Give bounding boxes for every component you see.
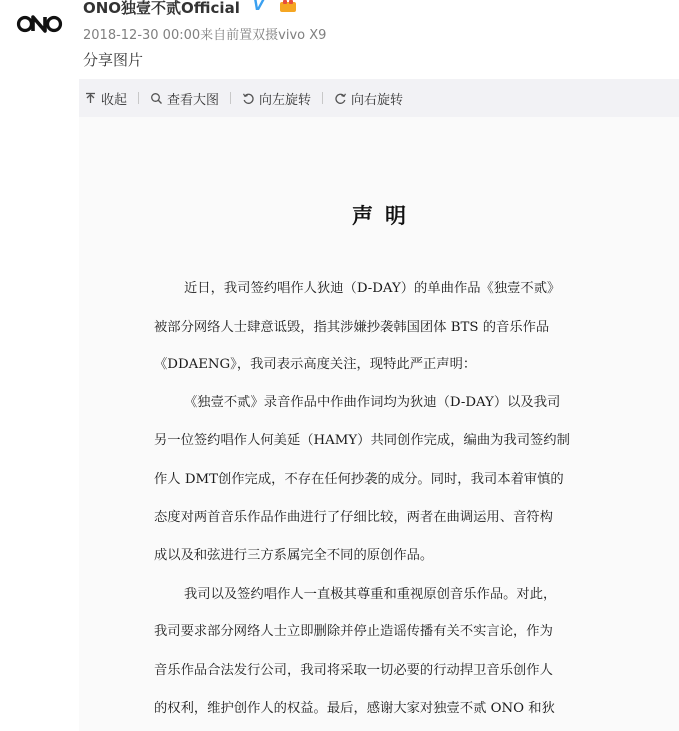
author-name[interactable]: ONO独壹不贰Official bbox=[83, 0, 240, 17]
rotate-right-icon bbox=[334, 92, 347, 105]
statement-line: 音乐作品合法发行公司，我司将采取一切必要的行动捍卫音乐创作人 bbox=[154, 663, 553, 678]
post-meta: 2018-12-30 00:00来自前置双摄vivo X9 bbox=[83, 28, 327, 43]
left-gutter bbox=[0, 79, 79, 731]
search-icon bbox=[150, 92, 163, 105]
collapse-label: 收起 bbox=[101, 92, 128, 108]
rotate-left-icon bbox=[242, 92, 255, 105]
rotate-right-button[interactable] bbox=[334, 89, 403, 108]
rotate-right-label: 向右旋转 bbox=[351, 92, 404, 108]
statement-line: 态度对两首音乐作品作曲进行了仔细比较，两者在曲调运用、音符构 bbox=[154, 510, 553, 525]
statement-line: 作人 DMT创作完成，不存在任何抄袭的成分。同时，我司本着审慎的 bbox=[154, 472, 564, 487]
toolbar-divider bbox=[230, 92, 231, 104]
ono-logo-icon bbox=[16, 4, 66, 44]
collapse-icon bbox=[84, 92, 97, 105]
toolbar-divider bbox=[138, 92, 139, 104]
statement-line: 《DDAENG》，我司表示高度关注，现特此严正声明： bbox=[154, 357, 477, 372]
statement-line: 成以及和弦进行三方系属完全不同的原创作品。 bbox=[154, 548, 434, 563]
statement-line: 被部分网络人士肆意诋毁，指其涉嫌抄袭韩国团体 BTS 的音乐作品 bbox=[154, 320, 550, 335]
statement-line: 《独壹不贰》录音作品中作曲作词均为狄迪（D-DAY）以及我司 bbox=[184, 395, 561, 410]
statement-line: 近日，我司签约唱作人狄迪（D-DAY）的单曲作品《独壹不贰》 bbox=[184, 281, 561, 296]
image-toolbar bbox=[79, 79, 679, 117]
rotate-left-label: 向左旋转 bbox=[259, 92, 312, 108]
collapse-button[interactable] bbox=[84, 89, 127, 108]
statement-title: 声明 bbox=[352, 203, 418, 228]
statement-line: 的权利，维护创作人的权益。最后，感谢大家对独壹不贰 ONO 和狄 bbox=[154, 701, 555, 716]
view-large-label: 查看大图 bbox=[167, 92, 220, 108]
verified-icon: V bbox=[253, 0, 264, 14]
statement-line: 我司以及签约唱作人一直极其尊重和重视原创音乐作品。对此， bbox=[184, 587, 557, 602]
statement-image[interactable] bbox=[79, 117, 679, 731]
rotate-left-button[interactable] bbox=[242, 89, 311, 108]
post-text: 分享图片 bbox=[83, 51, 144, 69]
view-large-button[interactable] bbox=[150, 89, 219, 108]
member-badge-icon[interactable] bbox=[279, 0, 297, 12]
toolbar-divider bbox=[322, 92, 323, 104]
statement-line: 另一位签约唱作人何美延（HAMY）共同创作完成，编曲为我司签约制 bbox=[154, 433, 570, 448]
statement-line: 我司要求部分网络人士立即删除并停止造谣传播有关不实言论，作为 bbox=[154, 624, 553, 639]
avatar[interactable] bbox=[16, 4, 66, 44]
post-header bbox=[0, 0, 679, 79]
